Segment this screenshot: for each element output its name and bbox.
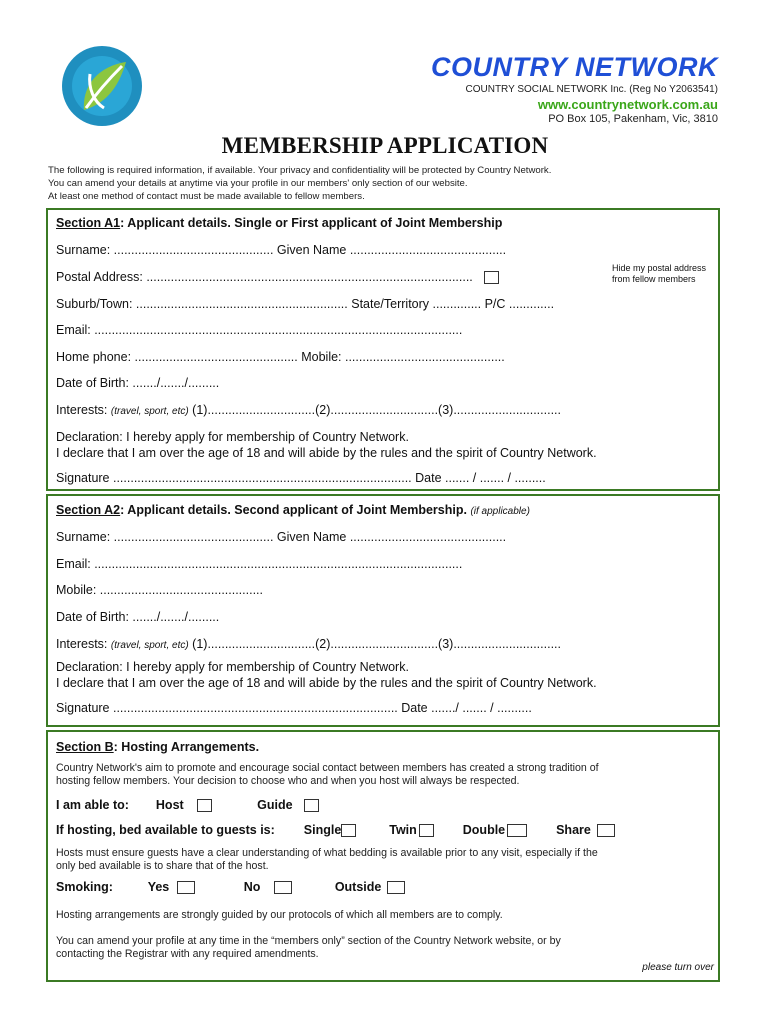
smoking-label: Smoking: [56, 880, 113, 894]
section-a2 [46, 494, 720, 727]
host-checkbox[interactable] [197, 799, 212, 812]
declaration [56, 429, 597, 461]
hosting-intro-line: hosting fellow members. Your decision to choose who and when you host will always be respected. [56, 775, 520, 787]
section-b-title: : Hosting Arrangements. [113, 740, 260, 754]
smoking-yes-checkbox[interactable] [177, 881, 195, 894]
section-a1-heading [56, 216, 502, 230]
single-option-label: Single [303, 823, 342, 837]
website-link[interactable]: www.countrynetwork.com.au [537, 97, 718, 112]
intro-line: At least one method of contact must be made available to fellow members. [48, 191, 365, 202]
section-b-heading [56, 740, 259, 754]
interests-hint: (travel, sport, etc) [110, 640, 189, 651]
amend-note-line: contacting the Registrar with any required amendments. [56, 948, 319, 960]
second-signature-date-field[interactable]: Signature .................................................................................. Date ......./ ....... / .......... [56, 701, 532, 715]
please-turn-over: please turn over [642, 962, 714, 973]
no-option-label: No [243, 880, 261, 894]
hide-postal-checkbox[interactable] [484, 271, 499, 284]
hosting-intro [56, 762, 599, 788]
registration-text: COUNTRY SOCIAL NETWORK Inc. (Reg No Y2063541) [465, 84, 718, 95]
guide-option-label: Guide [257, 798, 293, 812]
section-a2-id: Section A2 [56, 503, 121, 517]
email-field[interactable]: Email: .......................................................................................................... [56, 323, 463, 337]
bed-available-row [56, 823, 615, 837]
twin-option-label: Twin [389, 823, 417, 837]
twin-checkbox[interactable] [419, 824, 434, 837]
hide-postal-note [612, 263, 706, 285]
interests-label: Interests: [56, 403, 111, 417]
bedding-note [56, 847, 598, 873]
declaration-line-2: I declare that I am over the age of 18 and will abide by the rules and the spirit of Country Network. [56, 446, 597, 460]
interests-field[interactable] [56, 403, 561, 417]
hide-postal-text: Hide my postal address [612, 263, 707, 273]
smoking-no-checkbox[interactable] [274, 881, 292, 894]
bed-available-label: If hosting, bed available to guests is: [56, 823, 275, 837]
host-option-label: Host [155, 798, 184, 812]
second-surname-given-name-field[interactable]: Surname: .............................................. Given Name ............................................. [56, 530, 507, 544]
surname-given-name-field[interactable]: Surname: .............................................. Given Name ............................................. [56, 243, 507, 257]
po-box-address: PO Box 105, Pakenham, Vic, 3810 [548, 113, 718, 125]
declaration-line-2: I declare that I am over the age of 18 and will abide by the rules and the spirit of Country Network. [56, 676, 597, 690]
brand-name: COUNTRY NETWORK [430, 52, 718, 82]
section-b [46, 730, 720, 982]
double-option-label: Double [462, 823, 506, 837]
section-a2-note: (if applicable) [470, 506, 530, 517]
guide-checkbox[interactable] [304, 799, 319, 812]
second-date-of-birth-field[interactable]: Date of Birth: ......./......./......... [56, 610, 220, 624]
page-title: MEMBERSHIP APPLICATION [221, 133, 549, 158]
second-declaration [56, 659, 597, 691]
suburb-state-postcode-field[interactable]: Suburb/Town: ............................................................. State/Territory .............. P/C ............. [56, 297, 555, 311]
home-phone-mobile-field[interactable]: Home phone: ............................................... Mobile: .............................................. [56, 350, 505, 364]
postal-address-field[interactable] [56, 270, 499, 284]
section-a1-id: Section A1 [56, 216, 121, 230]
brand-block [431, 52, 718, 125]
declaration-line-1: Declaration: I hereby apply for membership of Country Network. [56, 430, 409, 444]
second-email-field[interactable]: Email: .......................................................................................................... [56, 557, 463, 571]
interests-blanks: (1)...............................(2)...............................(3)............................... [188, 403, 561, 417]
able-to-row [56, 798, 319, 812]
second-interests-field[interactable] [56, 637, 561, 651]
section-a1-title: : Applicant details. Single or First applicant of Joint Membership [120, 216, 503, 230]
share-option-label: Share [556, 823, 591, 837]
double-checkbox[interactable] [507, 824, 527, 837]
section-b-id: Section B [56, 740, 114, 754]
section-a2-title: : Applicant details. Second applicant of Joint Membership. [120, 503, 467, 517]
hide-postal-text-2: from fellow members [612, 274, 696, 284]
amend-note-line: You can amend your profile at any time in the “members only” section of the Country Network website, or by [56, 935, 561, 947]
smoking-outside-checkbox[interactable] [387, 881, 405, 894]
signature-date-field[interactable]: Signature ...................................................................................... Date ....... / ....... / ......... [56, 471, 546, 485]
amend-note [56, 935, 561, 961]
postal-address-label: Postal Address: .............................................................................................. [56, 270, 473, 284]
bedding-note-line: Hosts must ensure guests have a clear understanding of what bedding is available prior to any visit, especially if the [56, 847, 598, 859]
single-checkbox[interactable] [341, 824, 356, 837]
interests-blanks: (1)...............................(2)...............................(3)............................... [188, 637, 561, 651]
protocols-note: Hosting arrangements are strongly guided by our protocols of which all members are to comply. [56, 909, 503, 921]
smoking-row [56, 880, 405, 894]
outside-option-label: Outside [334, 880, 382, 894]
intro-line: You can amend your details at anytime via your profile in our members' only section of our website. [48, 178, 468, 189]
country-network-logo [60, 44, 144, 128]
able-to-label: I am able to: [56, 798, 129, 812]
declaration-line-1: Declaration: I hereby apply for membership of Country Network. [56, 660, 409, 674]
bedding-note-line: only bed available is to share that of the host. [56, 860, 269, 872]
hosting-intro-line: Country Network's aim to promote and encourage social contact between members has created a strong tradition of [56, 762, 599, 774]
interests-label: Interests: [56, 637, 111, 651]
second-mobile-field[interactable]: Mobile: ............................................... [56, 583, 263, 597]
section-a2-heading [56, 503, 530, 517]
interests-hint: (travel, sport, etc) [110, 406, 189, 417]
yes-option-label: Yes [147, 880, 170, 894]
share-checkbox[interactable] [597, 824, 615, 837]
date-of-birth-field[interactable]: Date of Birth: ......./......./......... [56, 376, 220, 390]
intro-text [48, 164, 551, 203]
intro-line: The following is required information, if available. Your privacy and confidentiality will be protected by Country Network. [48, 165, 552, 176]
section-a1 [46, 208, 720, 491]
